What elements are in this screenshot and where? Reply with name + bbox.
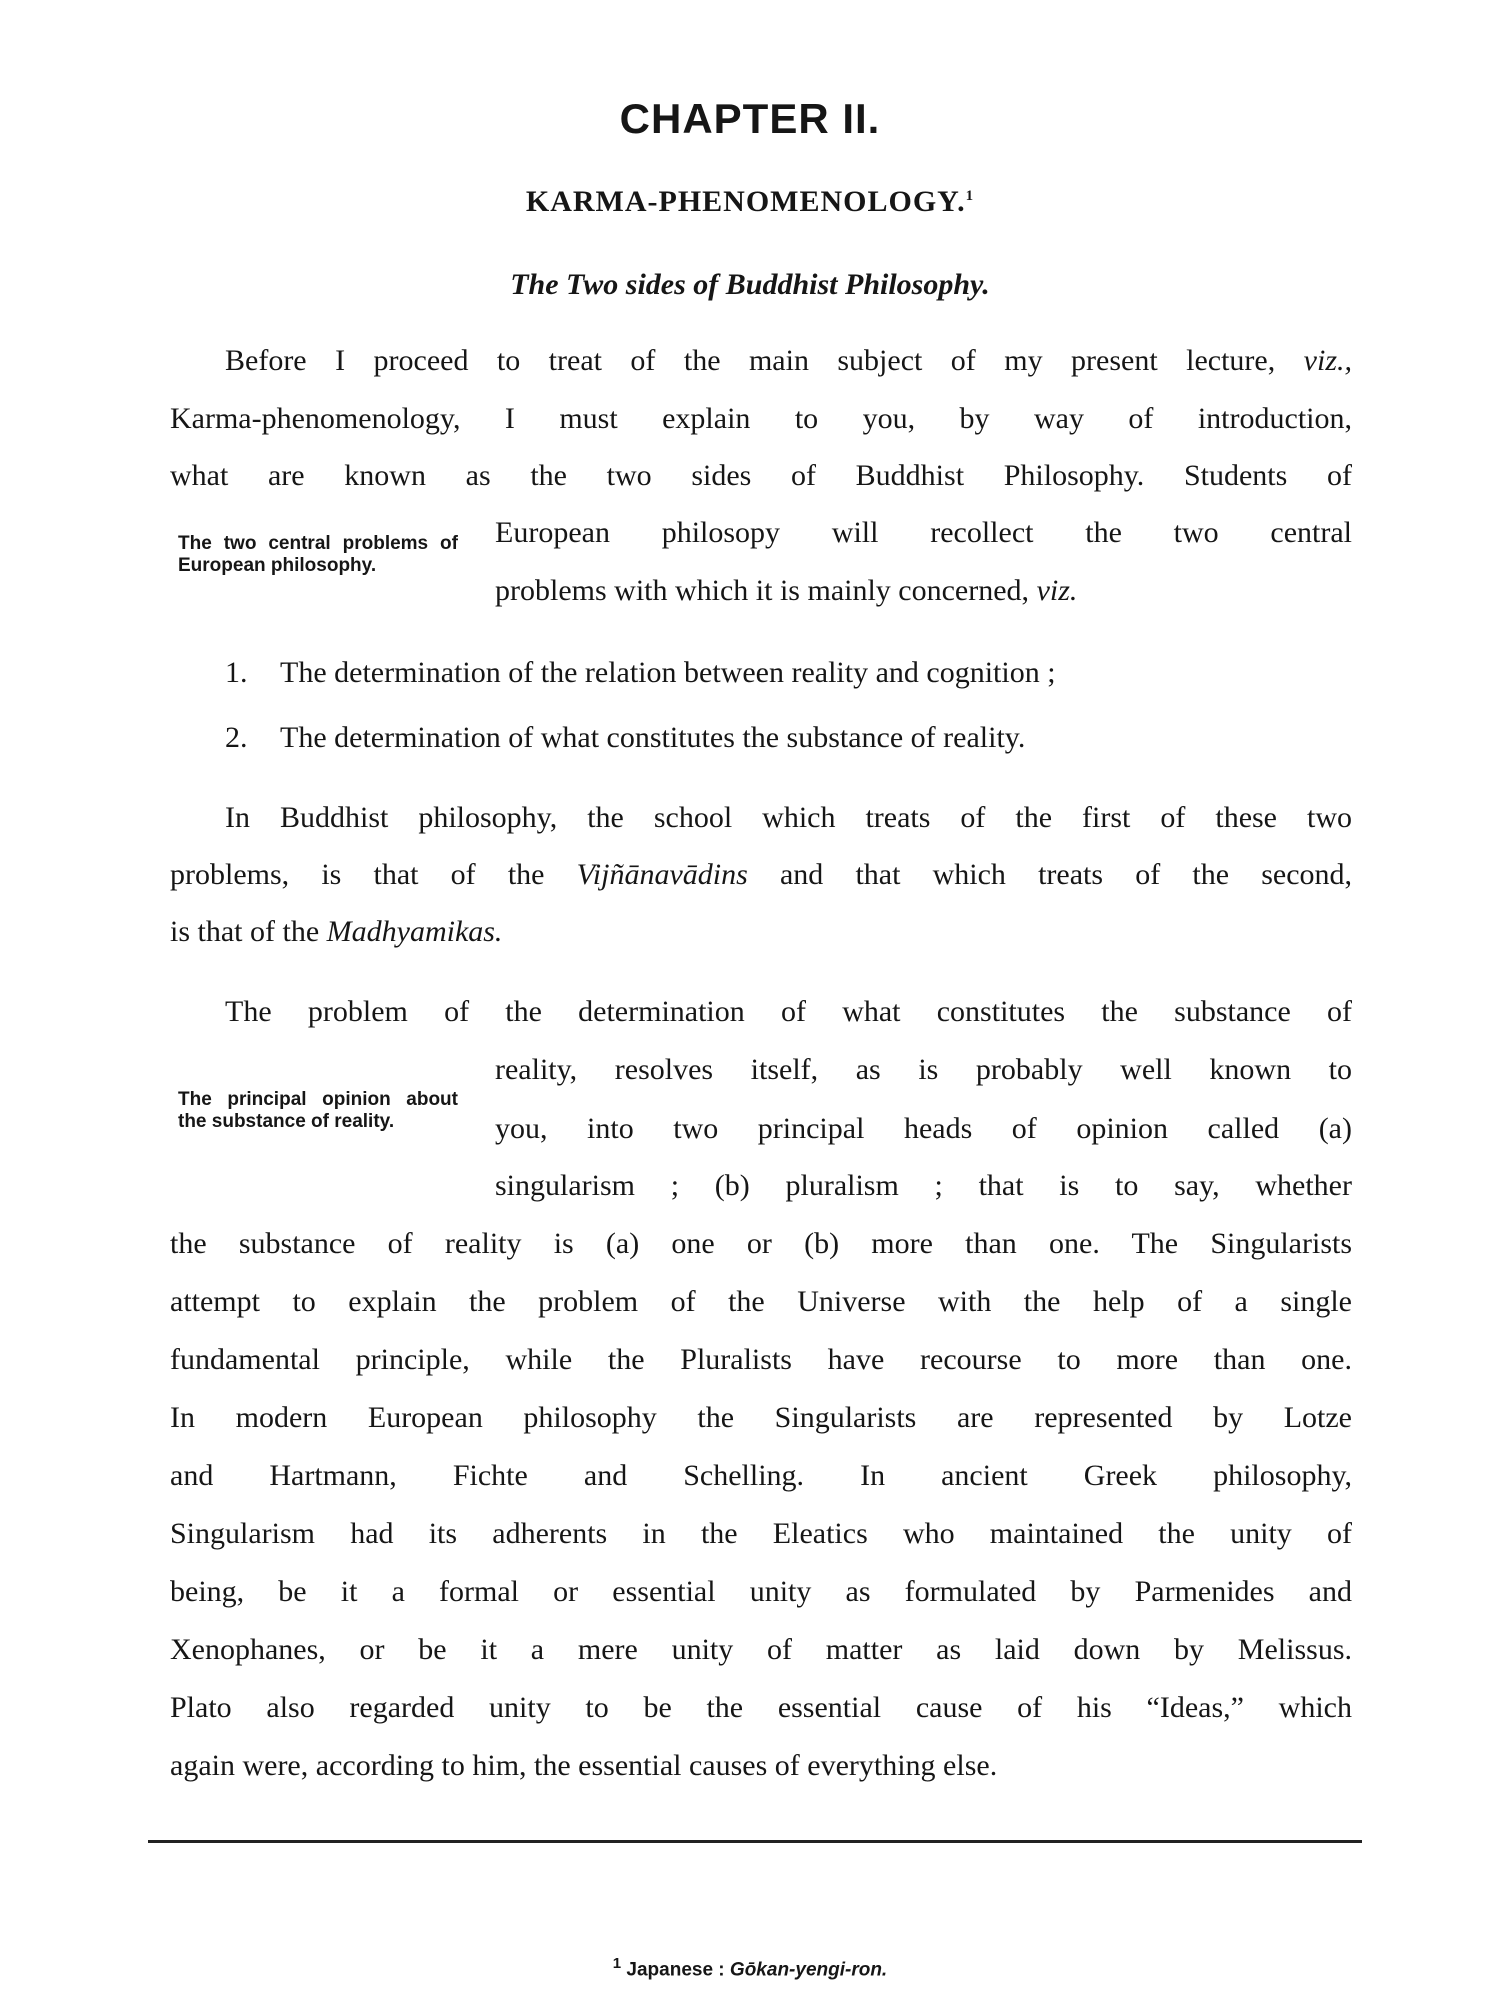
paragraph-line: and Hartmann, Fichte and Schelling. In ancient Greek philosophy, — [170, 1459, 1352, 1492]
footnote-label: Japanese : — [626, 1959, 725, 1981]
list-text: The determination of the relation between reality and cognition ; — [280, 656, 1056, 689]
paragraph-line: The problem of the determination of what constitutes the substance of — [225, 995, 1352, 1028]
paragraph-line: Karma-phenomenology, I must explain to you, by way of introduction, — [170, 402, 1352, 435]
paragraph-line: attempt to explain the problem of the Universe with the help of a single — [170, 1285, 1352, 1318]
footnote — [0, 1955, 1500, 1981]
paragraph-line: singularism ; (b) pluralism ; that is to say, whether — [495, 1169, 1352, 1202]
paragraph-line: what are known as the two sides of Buddhist Philosophy. Students of — [170, 459, 1352, 492]
paragraph-line: again were, according to him, the essential causes of everything else. — [170, 1749, 998, 1782]
list-number: 1. — [225, 656, 248, 689]
list-text: The determination of what constitutes the substance of reality. — [280, 721, 1026, 754]
footnote-divider — [148, 1840, 1362, 1843]
paragraph-line: you, into two principal heads of opinion called (a) — [495, 1112, 1352, 1145]
paragraph-line: Xenophanes, or be it a mere unity of matter as laid down by Melissus. — [170, 1633, 1352, 1666]
footnote-reference: 1 — [965, 188, 975, 204]
margin-note-central-problems: The two central problems of European philosophy. — [178, 533, 458, 576]
subtitle-text: KARMA-PHENOMENOLOGY. — [525, 185, 966, 218]
list-number: 2. — [225, 721, 248, 754]
paragraph-line: Plato also regarded unity to be the essential cause of his “Ideas,” which — [170, 1691, 1352, 1724]
paragraph-line: reality, resolves itself, as is probably well known to — [495, 1053, 1352, 1086]
paragraph-line: Before I proceed to treat of the main subject of my present lecture, viz., — [225, 344, 1352, 377]
paragraph-line: fundamental principle, while the Pluralists have recourse to more than one. — [170, 1343, 1352, 1376]
paragraph-line: Singularism had its adherents in the Eleatics who maintained the unity of — [170, 1517, 1352, 1550]
paragraph-line: European philosopy will recollect the two central — [495, 516, 1352, 549]
section-title: The Two sides of Buddhist Philosophy. — [510, 268, 990, 301]
paragraph-line: the substance of reality is (a) one or (b) more than one. The Singularists — [170, 1227, 1352, 1260]
footnote-text: Gōkan-yengi-ron. — [729, 1959, 888, 1981]
paragraph-line: In modern European philosophy the Singularists are represented by Lotze — [170, 1401, 1352, 1434]
list-item — [225, 655, 1056, 691]
margin-note-principal-opinion: The principal opinion about the substance of reality. — [178, 1089, 458, 1132]
chapter-heading: CHAPTER II. — [619, 95, 881, 142]
paragraph-line: being, be it a formal or essential unity as formulated by Parmenides and — [170, 1575, 1352, 1608]
list-item — [225, 720, 1025, 756]
footnote-mark: 1 — [612, 1955, 622, 1972]
chapter-subtitle — [0, 185, 1500, 219]
paragraph-line: problems, is that of the Vijñānavādins and that which treats of the second, — [170, 858, 1353, 891]
paragraph-line: is that of the Madhyamikas. — [170, 915, 503, 948]
paragraph-line: problems with which it is mainly concerned, viz. — [495, 574, 1078, 607]
paragraph-line: In Buddhist philosophy, the school which treats of the first of these two — [225, 801, 1352, 834]
